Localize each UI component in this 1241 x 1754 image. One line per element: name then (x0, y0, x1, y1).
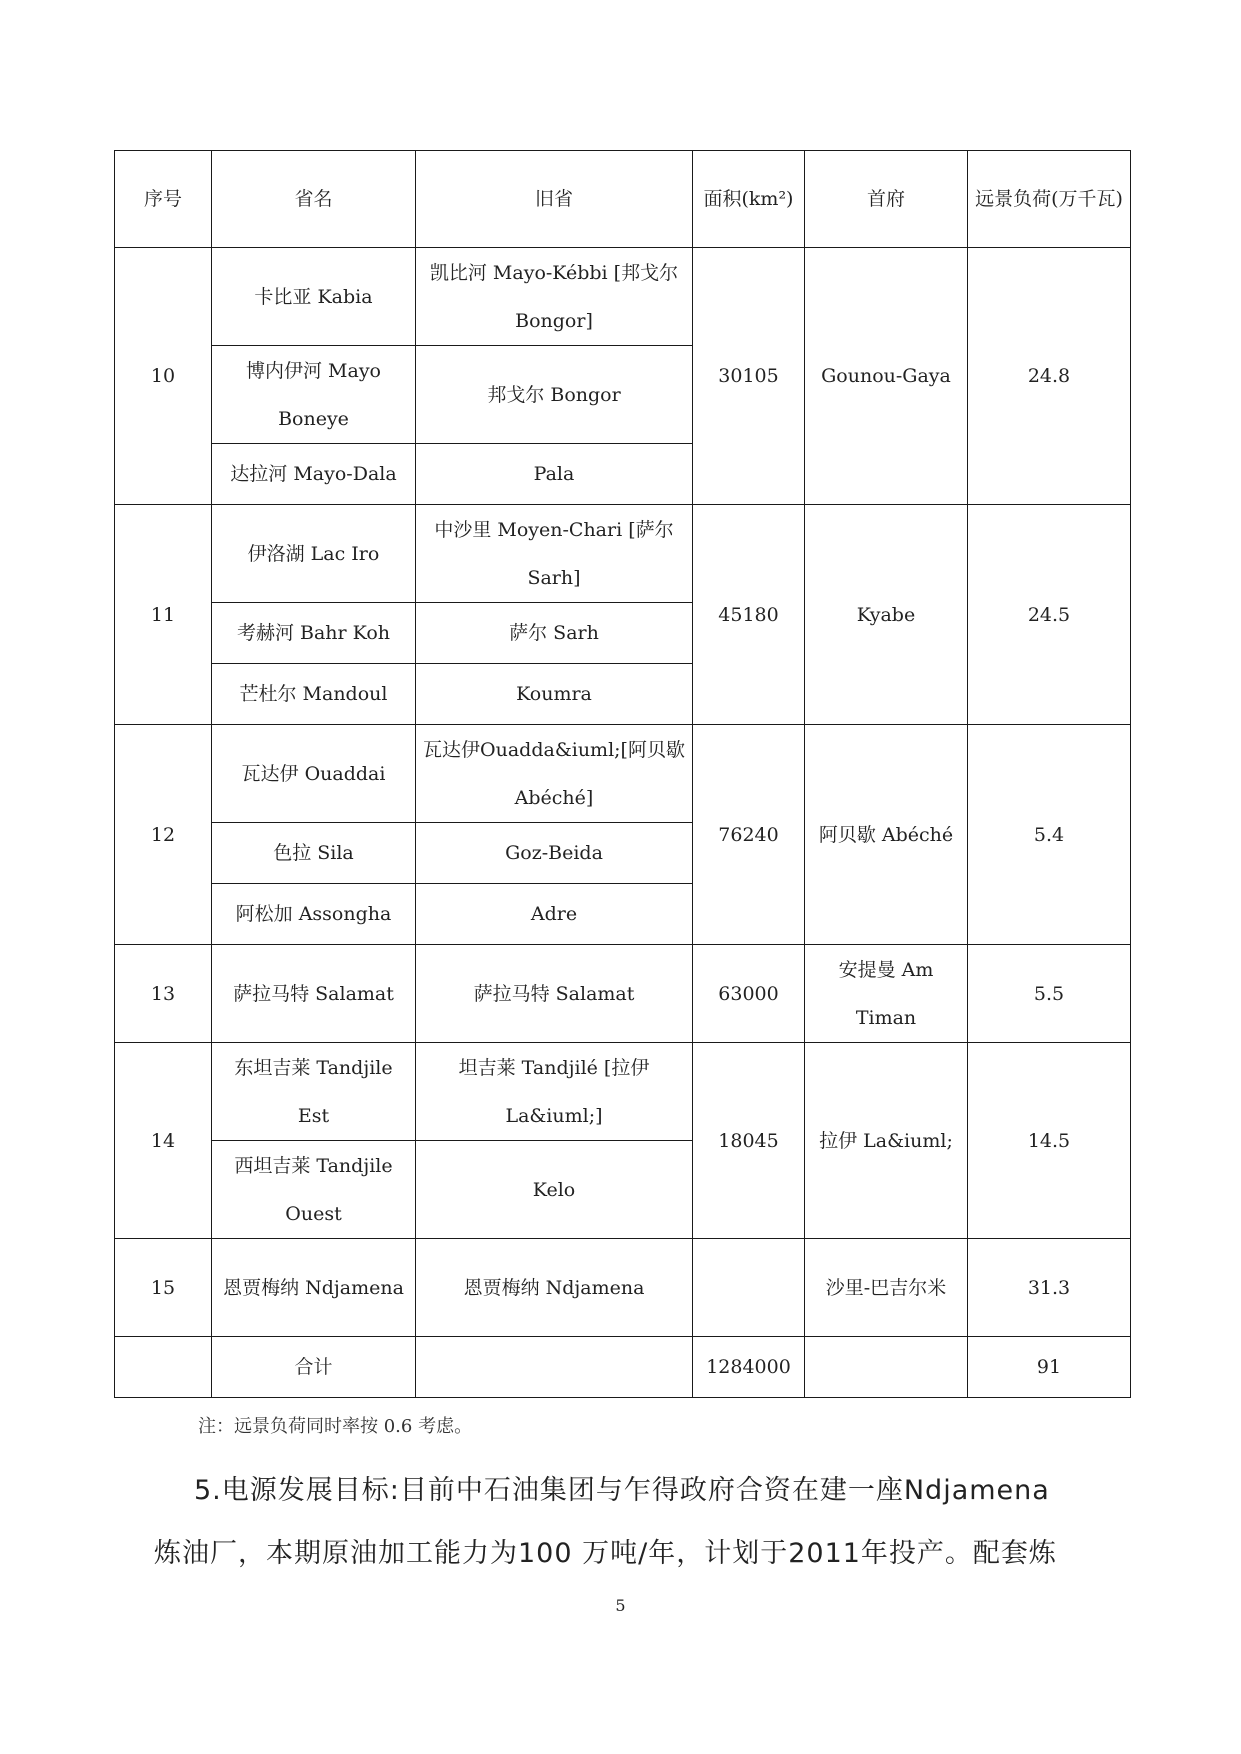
old-province-cell: Kelo (416, 1141, 693, 1239)
area-cell: 30105 (693, 248, 805, 505)
load-cell: 24.5 (968, 505, 1131, 725)
province-load-table (114, 150, 1131, 1398)
header-cell: 首府 (805, 151, 968, 248)
old-province-cell: 坦吉莱 Tandjilé [拉伊 La&iuml;] (416, 1043, 693, 1141)
header-cell: 省名 (212, 151, 416, 248)
old-province-cell: 中沙里 Moyen-Chari [萨尔 Sarh] (416, 505, 693, 603)
old-province-cell: Pala (416, 444, 693, 505)
seq-cell: 12 (115, 725, 212, 945)
province-cell: 色拉 Sila (212, 823, 416, 884)
province-cell: 达拉河 Mayo-Dala (212, 444, 416, 505)
page-number: 5 (615, 1596, 626, 1615)
body-paragraph-line: 炼油厂，本期原油加工能力为100 万吨/年，计划于2011年投产。配套炼 (154, 1538, 1057, 1569)
seq-cell: 10 (115, 248, 212, 505)
seq-cell: 15 (115, 1239, 212, 1337)
load-cell: 5.5 (968, 945, 1131, 1043)
table-row (115, 248, 1131, 346)
old-province-cell: 凯比河 Mayo-Kébbi [邦戈尔 Bongor] (416, 248, 693, 346)
area-cell: 63000 (693, 945, 805, 1043)
province-cell: 伊洛湖 Lac Iro (212, 505, 416, 603)
province-cell: 恩贾梅纳 Ndjamena (212, 1239, 416, 1337)
empty-cell (416, 1337, 693, 1398)
header-cell: 远景负荷(万千瓦) (968, 151, 1131, 248)
area-cell: 45180 (693, 505, 805, 725)
total-area: 1284000 (693, 1337, 805, 1398)
province-cell: 萨拉马特 Salamat (212, 945, 416, 1043)
old-province-cell: Goz-Beida (416, 823, 693, 884)
header-cell: 序号 (115, 151, 212, 248)
empty-cell (115, 1337, 212, 1398)
table-row (115, 945, 1131, 1043)
total-load: 91 (968, 1337, 1131, 1398)
table-total-row (115, 1337, 1131, 1398)
capital-cell: 沙里-巴吉尔米 (805, 1239, 968, 1337)
old-province-cell: 恩贾梅纳 Ndjamena (416, 1239, 693, 1337)
empty-cell (805, 1337, 968, 1398)
seq-cell: 11 (115, 505, 212, 725)
old-province-cell: Adre (416, 884, 693, 945)
table-header-row (115, 151, 1131, 248)
area-cell: 76240 (693, 725, 805, 945)
old-province-cell: Koumra (416, 664, 693, 725)
table-note: 注：远景负荷同时率按 0.6 考虑。 (198, 1416, 473, 1437)
province-cell: 西坦吉莱 Tandjile Ouest (212, 1141, 416, 1239)
seq-cell: 14 (115, 1043, 212, 1239)
table-row (115, 505, 1131, 603)
table-row (115, 1043, 1131, 1141)
header-cell: 旧省 (416, 151, 693, 248)
province-cell: 芒杜尔 Mandoul (212, 664, 416, 725)
capital-cell: 拉伊 La&iuml; (805, 1043, 968, 1239)
old-province-cell: 萨尔 Sarh (416, 603, 693, 664)
province-cell: 东坦吉莱 Tandjile Est (212, 1043, 416, 1141)
old-province-cell: 邦戈尔 Bongor (416, 346, 693, 444)
total-label: 合计 (212, 1337, 416, 1398)
table-row (115, 1239, 1131, 1337)
seq-cell: 13 (115, 945, 212, 1043)
area-cell: 18045 (693, 1043, 805, 1239)
capital-cell: 安提曼 Am Timan (805, 945, 968, 1043)
table-row (115, 725, 1131, 823)
old-province-cell: 瓦达伊Ouadda&iuml;[阿贝歇 Abéché] (416, 725, 693, 823)
area-cell (693, 1239, 805, 1337)
capital-cell: Kyabe (805, 505, 968, 725)
capital-cell: 阿贝歇 Abéché (805, 725, 968, 945)
capital-cell: Gounou-Gaya (805, 248, 968, 505)
province-cell: 瓦达伊 Ouaddai (212, 725, 416, 823)
load-cell: 31.3 (968, 1239, 1131, 1337)
load-cell: 14.5 (968, 1043, 1131, 1239)
load-cell: 24.8 (968, 248, 1131, 505)
province-cell: 阿松加 Assongha (212, 884, 416, 945)
header-cell: 面积(km²) (693, 151, 805, 248)
province-cell: 考赫河 Bahr Koh (212, 603, 416, 664)
old-province-cell: 萨拉马特 Salamat (416, 945, 693, 1043)
body-paragraph-line: 5.电源发展目标:目前中石油集团与乍得政府合资在建一座Ndjamena (194, 1475, 1050, 1506)
province-cell: 卡比亚 Kabia (212, 248, 416, 346)
province-cell: 博内伊河 Mayo Boneye (212, 346, 416, 444)
load-cell: 5.4 (968, 725, 1131, 945)
